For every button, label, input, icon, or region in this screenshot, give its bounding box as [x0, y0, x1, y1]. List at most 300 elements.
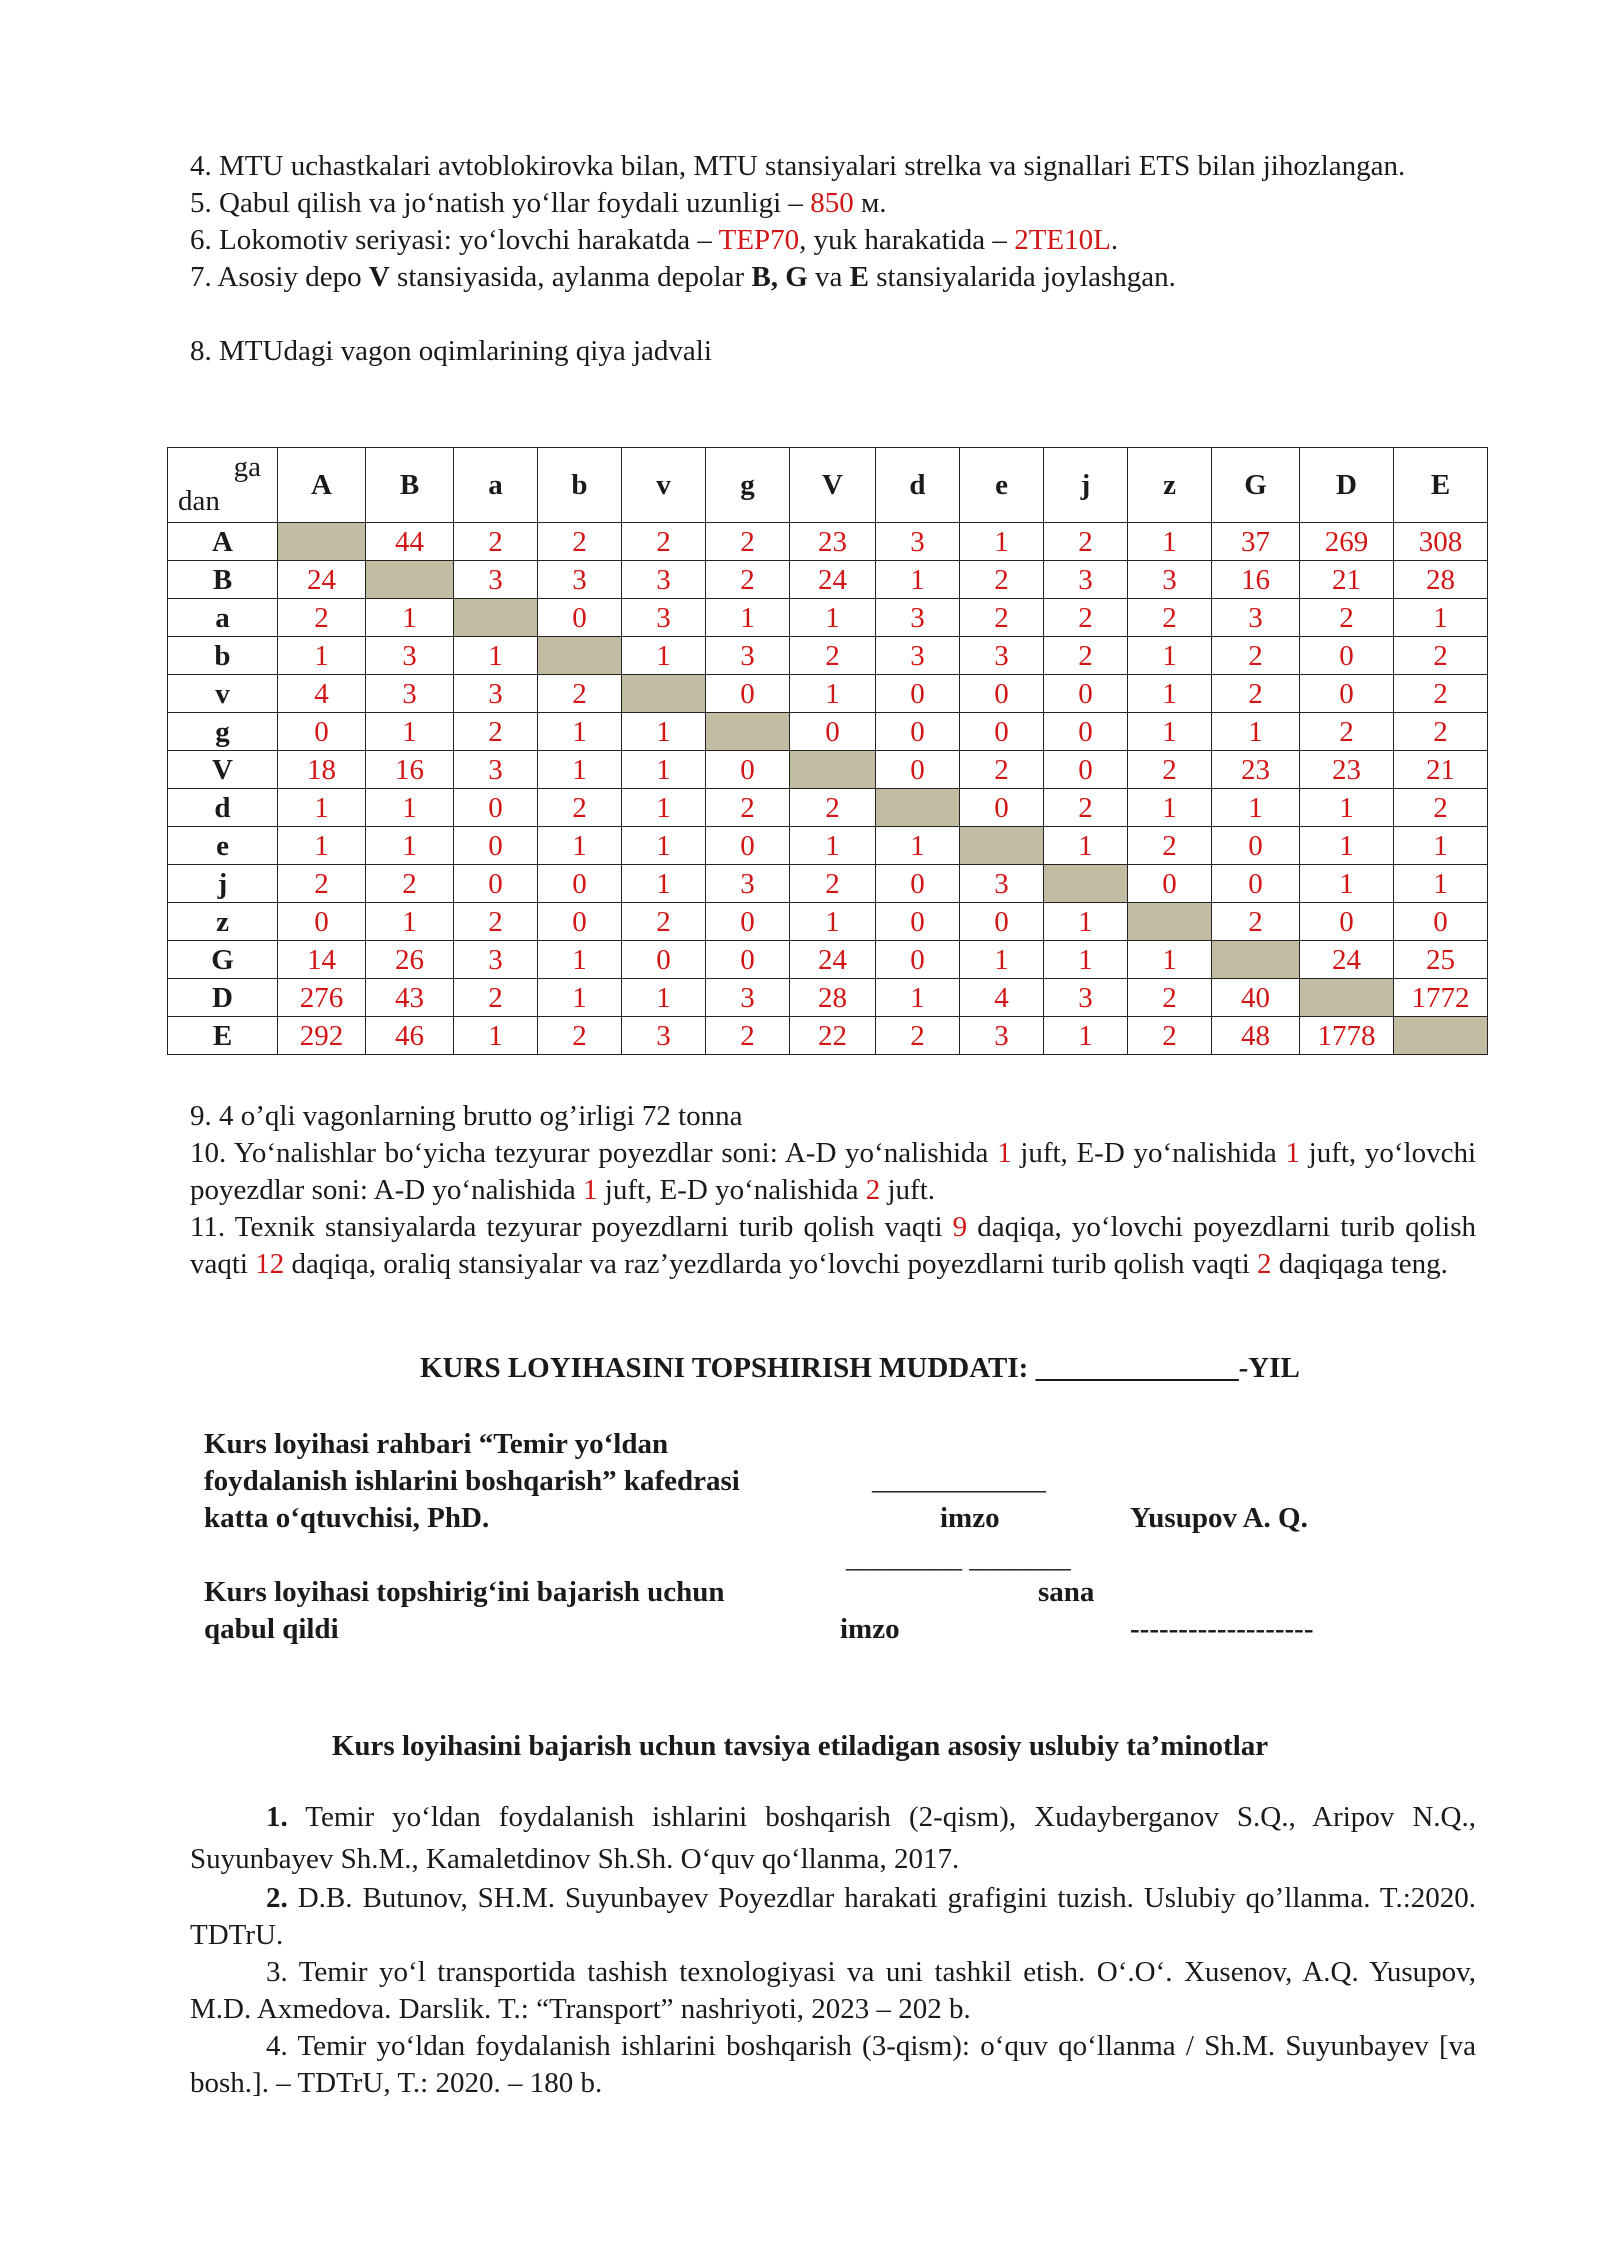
flow-cell: 0: [706, 675, 790, 713]
flow-cell: 1: [1394, 599, 1488, 637]
flow-cell: 46: [366, 1017, 454, 1055]
flow-cell: 2: [706, 1017, 790, 1055]
received-block: [204, 1574, 725, 1648]
deadline-suffix: -YIL: [1238, 1352, 1300, 1384]
flow-cell: 3: [454, 561, 538, 599]
flow-cell: 0: [960, 789, 1044, 827]
received-line-1: Kurs loyihasi topshirig‘ini bajarish uchun: [204, 1576, 725, 1608]
flow-cell: 2: [876, 1017, 960, 1055]
passenger-loco-value: TEP70: [718, 224, 800, 256]
flow-cell: 23: [1300, 751, 1394, 789]
item-10-b: juft, E-D yo‘nalishida: [1011, 1137, 1286, 1169]
deadline-label: KURS LOYIHASINI TOPSHIRISH MUDDATI:: [420, 1352, 1036, 1384]
flow-cell: 2: [706, 523, 790, 561]
flow-cell: 1: [1212, 713, 1300, 751]
table-row: [168, 1017, 1488, 1055]
flow-cell: 1772: [1394, 979, 1488, 1017]
name-blank: -------------------: [1130, 1613, 1314, 1645]
flow-cell: 2: [1128, 979, 1212, 1017]
column-header: E: [1394, 448, 1488, 523]
table-row: [168, 713, 1488, 751]
flow-cell: 3: [876, 523, 960, 561]
reference-4: 4. Temir yo‘ldan foydalanish ishlarini boshqarish (3-qism): o‘quv qo‘llanma / Sh.M. Suyunbayev [va bosh.]. – TDTrU, T.: 2020. – 180 b.: [190, 2030, 1476, 2099]
flow-cell: 1: [1212, 789, 1300, 827]
flow-cell: 2: [1394, 637, 1488, 675]
flow-cell: 1: [876, 979, 960, 1017]
reference-2-number: 2.: [266, 1882, 288, 1914]
flow-cell: 2: [622, 523, 706, 561]
flow-cell: 0: [876, 713, 960, 751]
flow-cell: 0: [1044, 751, 1128, 789]
item-7-c: va: [807, 261, 850, 293]
flow-cell: 0: [1300, 637, 1394, 675]
flow-cell: 0: [960, 903, 1044, 941]
flow-cell: 2: [454, 523, 538, 561]
flow-cell: 1: [1128, 941, 1212, 979]
flow-cell: 3: [706, 979, 790, 1017]
flow-cell: 269: [1300, 523, 1394, 561]
row-header: D: [168, 979, 278, 1017]
flow-cell: 3: [366, 637, 454, 675]
flow-cell: 1: [622, 827, 706, 865]
item-10-a: 10. Yo‘nalishlar bo‘yicha tezyurar poyezdlar soni: A-D yo‘nalishida: [190, 1137, 998, 1169]
flow-cell: 2: [1394, 713, 1488, 751]
flow-cell: 2: [538, 789, 622, 827]
flow-cell: 1: [278, 637, 366, 675]
flow-cell: 0: [1044, 713, 1128, 751]
flow-cell: 3: [454, 675, 538, 713]
track-length-value: 850: [810, 187, 854, 219]
flow-cell: 0: [960, 713, 1044, 751]
flow-cell: 1: [1394, 827, 1488, 865]
flow-cell: 22: [790, 1017, 876, 1055]
row-header: A: [168, 523, 278, 561]
flow-cell: 2: [1044, 789, 1128, 827]
freight-loco-value: 2TE10L: [1014, 224, 1111, 256]
flow-cell: 0: [454, 865, 538, 903]
flow-cell: 1: [278, 789, 366, 827]
flow-cell: 24: [1300, 941, 1394, 979]
supervisor-name: Yusupov A. Q.: [1130, 1502, 1308, 1534]
flow-cell: 3: [960, 1017, 1044, 1055]
flow-cell: 1: [876, 827, 960, 865]
flow-cell: 1: [278, 827, 366, 865]
item-10-value-3: 1: [583, 1174, 598, 1206]
supervisor-block: [204, 1426, 740, 1537]
flow-cell: 0: [1128, 865, 1212, 903]
flow-cell: 2: [538, 523, 622, 561]
item-10: [190, 1135, 1476, 1209]
item-9: 9. 4 o’qli vagonlarning brutto og’irligi 72 tonna: [190, 1100, 743, 1132]
wagon-flow-table: [167, 447, 1488, 1055]
flow-cell: 3: [622, 561, 706, 599]
row-header: G: [168, 941, 278, 979]
flow-cell: 1: [454, 1017, 538, 1055]
flow-cell: 2: [1128, 751, 1212, 789]
flow-cell: 2: [538, 675, 622, 713]
flow-cell: 1: [622, 789, 706, 827]
flow-cell: 0: [706, 903, 790, 941]
row-header: g: [168, 713, 278, 751]
column-header: z: [1128, 448, 1212, 523]
table-row: [168, 827, 1488, 865]
flow-cell: 3: [876, 599, 960, 637]
flow-cell: 1: [1394, 865, 1488, 903]
item-7-station-v: V: [368, 261, 390, 293]
column-header: B: [366, 448, 454, 523]
flow-cell: 2: [622, 903, 706, 941]
table-corner-cell: [168, 448, 278, 523]
item-4: 4. MTU uchastkalari avtoblokirovka bilan, MTU stansiyalari strelka va signallari ETS bilan jihozlangan.: [190, 150, 1406, 182]
row-header: v: [168, 675, 278, 713]
flow-cell: 2: [1044, 637, 1128, 675]
flow-cell: 23: [1212, 751, 1300, 789]
diagonal-cell: [960, 827, 1044, 865]
item-10-value-1: 1: [997, 1137, 1012, 1169]
flow-cell: 1: [1300, 789, 1394, 827]
flow-cell: 2: [454, 979, 538, 1017]
reference-1: [190, 1796, 1476, 1880]
flow-cell: 1: [1128, 675, 1212, 713]
flow-cell: 1: [366, 789, 454, 827]
intro-section: [190, 148, 1476, 370]
item-10-value-2: 1: [1285, 1137, 1300, 1169]
flow-cell: 1: [790, 903, 876, 941]
flow-cell: 1: [366, 903, 454, 941]
flow-cell: 0: [1044, 675, 1128, 713]
flow-cell: 2: [790, 637, 876, 675]
flow-cell: 16: [1212, 561, 1300, 599]
column-header: e: [960, 448, 1044, 523]
flow-cell: 1: [1044, 941, 1128, 979]
corner-to-label: ga: [233, 451, 261, 483]
row-header: b: [168, 637, 278, 675]
flow-cell: 2: [278, 599, 366, 637]
flow-cell: 1: [366, 713, 454, 751]
flow-cell: 14: [278, 941, 366, 979]
supervisor-line-3: katta o‘qtuvchisi, PhD.: [204, 1502, 490, 1534]
flow-cell: 24: [790, 561, 876, 599]
flow-cell: 1: [706, 599, 790, 637]
flow-cell: 0: [278, 713, 366, 751]
column-header: A: [278, 448, 366, 523]
item-10-d: juft, E-D yo‘nalishida: [597, 1174, 866, 1206]
flow-cell: 28: [1394, 561, 1488, 599]
item-8-heading: 8. MTUdagi vagon oqimlarining qiya jadvali: [190, 335, 712, 367]
flow-cell: 4: [960, 979, 1044, 1017]
flow-cell: 37: [1212, 523, 1300, 561]
flow-cell: 0: [876, 751, 960, 789]
item-7-station-e: E: [849, 261, 870, 293]
flow-cell: 308: [1394, 523, 1488, 561]
flow-cell: 0: [1300, 903, 1394, 941]
item-10-c: juft, yo‘lovchi poyezdlar soni: A-D yo‘nalishida: [190, 1137, 1476, 1206]
diagonal-cell: [454, 599, 538, 637]
flow-cell: 1: [1044, 1017, 1128, 1055]
item-7: [190, 259, 1476, 296]
flow-cell: 292: [278, 1017, 366, 1055]
flow-cell: 2: [1212, 903, 1300, 941]
column-header: a: [454, 448, 538, 523]
item-11-value-3: 2: [1257, 1248, 1272, 1280]
item-11-a: 11. Texnik stansiyalarda tezyurar poyezdlarni turib qolish vaqti: [190, 1211, 953, 1243]
reference-1-number: 1.: [266, 1801, 288, 1833]
signature-label-1: imzo: [940, 1502, 1000, 1534]
flow-cell: 3: [366, 675, 454, 713]
column-header: b: [538, 448, 622, 523]
flow-cell: 1: [622, 713, 706, 751]
flow-cell: 1: [366, 599, 454, 637]
flow-cell: 1: [538, 941, 622, 979]
flow-cell: 21: [1394, 751, 1488, 789]
flow-cell: 0: [1212, 827, 1300, 865]
column-header: D: [1300, 448, 1394, 523]
flow-cell: 2: [1212, 637, 1300, 675]
item-7-a: 7. Asosiy depo: [190, 261, 369, 293]
row-header: d: [168, 789, 278, 827]
diagonal-cell: [622, 675, 706, 713]
flow-cell: 3: [1128, 561, 1212, 599]
flow-cell: 44: [366, 523, 454, 561]
flow-cell: 48: [1212, 1017, 1300, 1055]
flow-cell: 0: [538, 865, 622, 903]
item-11-value-1: 9: [952, 1211, 968, 1243]
table-row: [168, 789, 1488, 827]
flow-cell: 2: [278, 865, 366, 903]
flow-cell: 24: [790, 941, 876, 979]
flow-cell: 16: [366, 751, 454, 789]
item-5-text: 5. Qabul qilish va jo‘natish yo‘llar foydali uzunligi –: [190, 187, 811, 219]
notes-section: [190, 1098, 1476, 1283]
flow-cell: 0: [790, 713, 876, 751]
flow-cell: 24: [278, 561, 366, 599]
diagonal-cell: [1394, 1017, 1488, 1055]
flow-cell: 1: [960, 523, 1044, 561]
corner-from-label: dan: [178, 485, 220, 517]
flow-cell: 2: [366, 865, 454, 903]
table-body: [168, 523, 1488, 1055]
flow-cell: 3: [960, 865, 1044, 903]
item-11-value-2: 12: [255, 1248, 285, 1280]
item-10-value-4: 2: [865, 1174, 881, 1206]
flow-cell: 1: [960, 941, 1044, 979]
flow-cell: 2: [1128, 1017, 1212, 1055]
flow-cell: 23: [790, 523, 876, 561]
table-row: [168, 523, 1488, 561]
flow-cell: 2: [1394, 789, 1488, 827]
item-11: [190, 1209, 1476, 1283]
flow-cell: 0: [960, 675, 1044, 713]
flow-cell: 3: [622, 599, 706, 637]
flow-cell: 1: [1044, 827, 1128, 865]
flow-cell: 276: [278, 979, 366, 1017]
diagonal-cell: [278, 523, 366, 561]
date-blank: ________ _______: [846, 1542, 1071, 1574]
item-6-text: 6. Lokomotiv seriyasi: yo‘lovchi harakatda –: [190, 224, 719, 256]
received-line-2: qabul qildi: [204, 1613, 339, 1645]
flow-cell: 3: [706, 865, 790, 903]
flow-cell: 1: [622, 637, 706, 675]
flow-cell: 28: [790, 979, 876, 1017]
column-header: v: [622, 448, 706, 523]
flow-cell: 0: [876, 941, 960, 979]
flow-cell: 2: [790, 865, 876, 903]
flow-cell: 0: [538, 903, 622, 941]
flow-cell: 2: [454, 903, 538, 941]
diagonal-cell: [366, 561, 454, 599]
flow-cell: 0: [278, 903, 366, 941]
flow-cell: 3: [454, 941, 538, 979]
flow-cell: 3: [1212, 599, 1300, 637]
flow-cell: 1: [622, 751, 706, 789]
item-6-mid: , yuk harakatida –: [799, 224, 1015, 256]
item-5-unit: м.: [853, 187, 887, 219]
flow-cell: 1: [1128, 637, 1212, 675]
flow-cell: 25: [1394, 941, 1488, 979]
flow-cell: 2: [960, 751, 1044, 789]
reference-3: 3. Temir yo‘l transportida tashish texnologiyasi va uni tashkil etish. O‘.O‘. Xusenov, A.Q. Yusupov, M.D. Axmedova. Darslik. T.: “Transport” nashriyoti, 2023 – 202 b.: [190, 1956, 1476, 2025]
item-6-end: .: [1110, 224, 1119, 256]
item-11-c: daqiqa, oraliq stansiyalar va raz’yezdlarda yo‘lovchi poyezdlarni turib qolish vaqti: [284, 1248, 1258, 1280]
flow-cell: 0: [454, 827, 538, 865]
table-row: [168, 865, 1488, 903]
flow-cell: 1: [1300, 827, 1394, 865]
flow-cell: 0: [1394, 903, 1488, 941]
reference-2-text: D.B. Butunov, SH.M. Suyunbayev Poyezdlar harakati grafigini tuzish. Uslubiy qo’llanma. T.:2020. TDTrU.: [190, 1882, 1476, 1951]
item-5: [190, 185, 1476, 222]
flow-cell: 0: [706, 941, 790, 979]
reference-2: [190, 1880, 1476, 1954]
table-row: [168, 941, 1488, 979]
diagonal-cell: [538, 637, 622, 675]
table-row: [168, 751, 1488, 789]
flow-cell: 1: [1128, 523, 1212, 561]
flow-cell: 2: [1212, 675, 1300, 713]
item-11-d: daqiqaga teng.: [1271, 1248, 1448, 1280]
flow-cell: 1: [790, 827, 876, 865]
flow-cell: 2: [790, 789, 876, 827]
flow-cell: 2: [454, 713, 538, 751]
flow-cell: 1: [1044, 903, 1128, 941]
flow-cell: 0: [706, 751, 790, 789]
flow-cell: 2: [1300, 713, 1394, 751]
flow-cell: 0: [538, 599, 622, 637]
row-header: e: [168, 827, 278, 865]
flow-cell: 1: [876, 561, 960, 599]
flow-cell: 1: [1128, 713, 1212, 751]
diagonal-cell: [790, 751, 876, 789]
row-header: z: [168, 903, 278, 941]
flow-cell: 3: [1044, 561, 1128, 599]
flow-cell: 4: [278, 675, 366, 713]
row-header: j: [168, 865, 278, 903]
flow-cell: 2: [960, 599, 1044, 637]
row-header: E: [168, 1017, 278, 1055]
flow-cell: 0: [876, 675, 960, 713]
signature-blank-1: ____________: [872, 1464, 1046, 1496]
flow-cell: 0: [876, 865, 960, 903]
supervisor-line-2: foydalanish ishlarini boshqarish” kafedrasi: [204, 1465, 740, 1497]
flow-cell: 26: [366, 941, 454, 979]
flow-cell: 2: [538, 1017, 622, 1055]
column-header: G: [1212, 448, 1300, 523]
row-header: a: [168, 599, 278, 637]
diagonal-cell: [1300, 979, 1394, 1017]
item-11-b: daqiqa, yo‘lovchi poyezdlarni turib qolish vaqti: [190, 1211, 1476, 1280]
flow-cell: 1: [538, 979, 622, 1017]
table-row: [168, 599, 1488, 637]
flow-cell: 1: [1128, 789, 1212, 827]
flow-cell: 43: [366, 979, 454, 1017]
flow-cell: 2: [1128, 599, 1212, 637]
flow-cell: 0: [1300, 675, 1394, 713]
flow-cell: 1: [1300, 865, 1394, 903]
item-7-d: stansiyalarida joylashgan.: [869, 261, 1176, 293]
flow-cell: 1: [538, 713, 622, 751]
flow-cell: 0: [1212, 865, 1300, 903]
diagonal-cell: [1128, 903, 1212, 941]
row-header: B: [168, 561, 278, 599]
flow-cell: 0: [622, 941, 706, 979]
column-header: V: [790, 448, 876, 523]
flow-cell: 18: [278, 751, 366, 789]
flow-cell: 1: [790, 675, 876, 713]
references-title: Kurs loyihasini bajarish uchun tavsiya etiladigan asosiy uslubiy ta’minotlar: [331, 1730, 1269, 1762]
flow-cell: 1778: [1300, 1017, 1394, 1055]
item-6: [190, 222, 1476, 259]
diagonal-cell: [876, 789, 960, 827]
flow-cell: 2: [1394, 675, 1488, 713]
item-10-e: juft.: [880, 1174, 936, 1206]
column-header: d: [876, 448, 960, 523]
column-header: g: [706, 448, 790, 523]
flow-cell: 2: [706, 561, 790, 599]
table-row: [168, 637, 1488, 675]
diagonal-cell: [1044, 865, 1128, 903]
diagonal-cell: [1212, 941, 1300, 979]
flow-cell: 0: [454, 789, 538, 827]
flow-cell: 3: [876, 637, 960, 675]
table-header-row: [168, 448, 1488, 523]
flow-cell: 3: [706, 637, 790, 675]
flow-cell: 3: [1044, 979, 1128, 1017]
flow-cell: 40: [1212, 979, 1300, 1017]
flow-cell: 1: [622, 865, 706, 903]
flow-cell: 21: [1300, 561, 1394, 599]
item-7-b: stansiyasida, aylanma depolar: [389, 261, 752, 293]
reference-1-text: Temir yo‘ldan foydalanish ishlarini boshqarish (2-qism), Xudayberganov S.Q., Aripov N.Q., Suyunbayev Sh.M., Kamaletdinov Sh.Sh. O‘quv qo‘llanma, 2017.: [190, 1801, 1476, 1875]
flow-cell: 3: [960, 637, 1044, 675]
flow-cell: 1: [622, 979, 706, 1017]
flow-cell: 0: [876, 903, 960, 941]
flow-cell: 1: [454, 637, 538, 675]
flow-cell: 1: [366, 827, 454, 865]
flow-cell: 2: [706, 789, 790, 827]
flow-cell: 2: [960, 561, 1044, 599]
table-row: [168, 675, 1488, 713]
row-header: V: [168, 751, 278, 789]
flow-cell: 3: [538, 561, 622, 599]
flow-cell: 2: [1300, 599, 1394, 637]
date-label: sana: [1038, 1576, 1095, 1608]
flow-cell: 0: [706, 827, 790, 865]
flow-cell: 1: [538, 827, 622, 865]
flow-cell: 2: [1044, 523, 1128, 561]
signature-label-2: imzo: [840, 1613, 900, 1645]
flow-cell: 3: [454, 751, 538, 789]
diagonal-cell: [706, 713, 790, 751]
flow-cell: 1: [538, 751, 622, 789]
